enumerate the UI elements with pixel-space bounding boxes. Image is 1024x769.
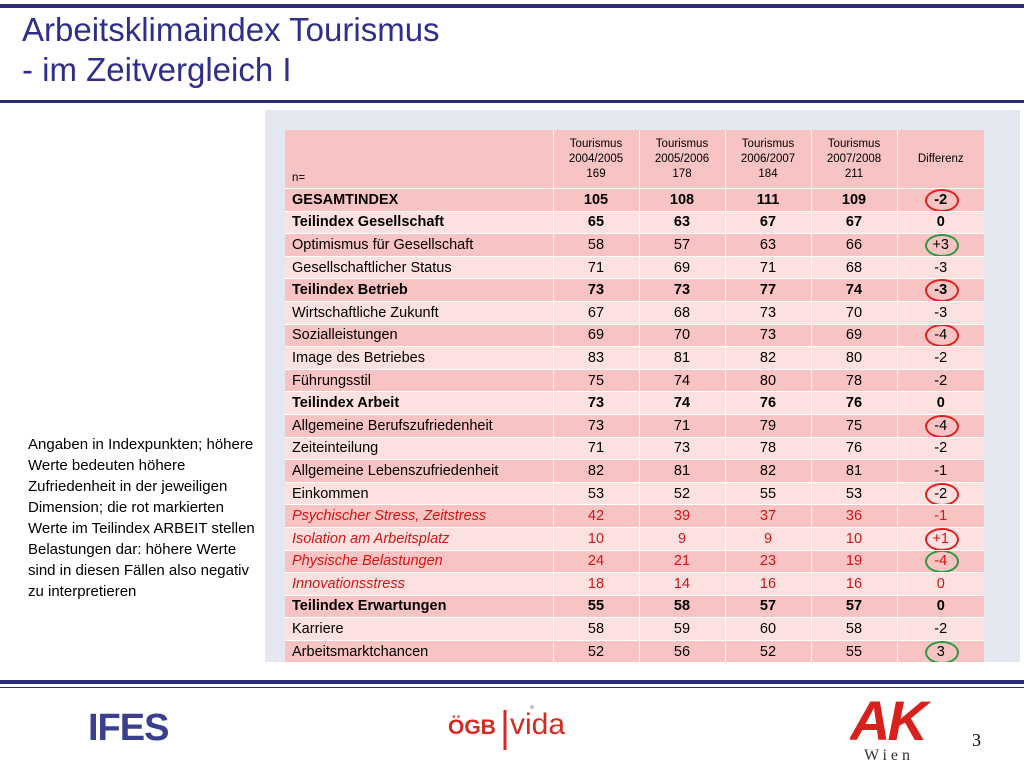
value-cell: 70 xyxy=(811,301,897,324)
diff-value: -2 xyxy=(934,485,948,502)
diff-value: -1 xyxy=(934,508,948,525)
column-header-n: 211 xyxy=(844,167,864,180)
row-label: Image des Betriebes xyxy=(285,347,553,370)
diff-cell xyxy=(897,505,984,528)
value-cell: 56 xyxy=(639,640,725,663)
column-header-line2: 2007/2008 xyxy=(826,152,882,165)
column-header-n: 169 xyxy=(586,167,606,180)
value-cell: 108 xyxy=(639,189,725,212)
row-label: GESAMTINDEX xyxy=(285,189,553,212)
value-cell: 73 xyxy=(553,414,639,437)
value-cell: 69 xyxy=(811,324,897,347)
diff-value: -4 xyxy=(934,417,948,434)
row-label: Karriere xyxy=(285,618,553,641)
svg-text:vida: vida xyxy=(510,708,566,741)
diff-cell xyxy=(897,324,984,347)
table-row xyxy=(285,550,984,573)
value-cell: 9 xyxy=(725,527,811,550)
value-cell: 70 xyxy=(639,324,725,347)
table-row xyxy=(285,437,984,460)
value-cell: 10 xyxy=(553,527,639,550)
value-cell: 65 xyxy=(553,211,639,234)
value-cell: 111 xyxy=(725,189,811,212)
value-cell: 67 xyxy=(725,211,811,234)
top-rule-thin xyxy=(0,100,1024,103)
value-cell: 39 xyxy=(639,505,725,528)
value-cell: 63 xyxy=(725,234,811,257)
table-row xyxy=(285,414,984,437)
diff-value: 0 xyxy=(936,575,945,592)
value-cell: 81 xyxy=(639,347,725,370)
title-line-2: - im Zeitvergleich I xyxy=(22,51,292,88)
value-cell: 52 xyxy=(639,482,725,505)
diff-value: -2 xyxy=(934,191,948,208)
table-row xyxy=(285,595,984,618)
table-row xyxy=(285,369,984,392)
column-header-line1: Tourismus xyxy=(827,137,881,150)
value-cell: 69 xyxy=(639,256,725,279)
row-label: Arbeitsmarktchancen xyxy=(285,640,553,663)
table-row xyxy=(285,640,984,663)
table-row xyxy=(285,392,984,415)
value-cell: 73 xyxy=(553,279,639,302)
column-header-n: 184 xyxy=(758,167,778,180)
table-row xyxy=(285,618,984,641)
value-cell: 58 xyxy=(811,618,897,641)
diff-cell xyxy=(897,437,984,460)
table-row xyxy=(285,211,984,234)
diff-value: -3 xyxy=(934,304,948,321)
column-header-line2: 2004/2005 xyxy=(568,152,624,165)
row-label: Isolation am Arbeitsplatz xyxy=(285,527,553,550)
row-label: Wirtschaftliche Zukunft xyxy=(285,301,553,324)
slide-title xyxy=(22,10,440,90)
svg-text:Wien: Wien xyxy=(864,747,915,764)
diff-cell xyxy=(897,392,984,415)
row-label: Psychischer Stress, Zeitstress xyxy=(285,505,553,528)
value-cell: 58 xyxy=(639,595,725,618)
diff-cell xyxy=(897,527,984,550)
value-cell: 83 xyxy=(553,347,639,370)
value-cell: 78 xyxy=(725,437,811,460)
value-cell: 76 xyxy=(811,437,897,460)
diff-cell xyxy=(897,595,984,618)
value-cell: 57 xyxy=(811,595,897,618)
diff-value: 0 xyxy=(936,598,945,615)
column-header xyxy=(811,130,897,189)
table-row xyxy=(285,189,984,212)
explanation-note: Angaben in Indexpunkten; höhere Werte bedeuten höhere Zufriedenheit in der jeweiligen Dimension; die rot markierten Werte im Teilindex ARBEIT stellen Belastungen dar: höhere Werte sind in diesen Fällen also negativ zu interpretieren xyxy=(28,436,255,600)
value-cell: 74 xyxy=(639,369,725,392)
diff-cell xyxy=(897,211,984,234)
value-cell: 24 xyxy=(553,550,639,573)
diff-value: -4 xyxy=(934,327,948,344)
n-label: n= xyxy=(285,130,553,189)
diff-value: +1 xyxy=(932,530,950,547)
value-cell: 73 xyxy=(553,392,639,415)
value-cell: 42 xyxy=(553,505,639,528)
diff-value: -2 xyxy=(934,621,948,638)
row-label: Gesellschaftlicher Status xyxy=(285,256,553,279)
value-cell: 75 xyxy=(553,369,639,392)
table-header-row xyxy=(285,130,984,189)
row-label: Allgemeine Berufszufriedenheit xyxy=(285,414,553,437)
value-cell: 57 xyxy=(725,595,811,618)
value-cell: 71 xyxy=(553,256,639,279)
diff-cell xyxy=(897,550,984,573)
value-cell: 53 xyxy=(553,482,639,505)
value-cell: 52 xyxy=(725,640,811,663)
value-cell: 68 xyxy=(639,301,725,324)
row-label: Teilindex Arbeit xyxy=(285,392,553,415)
value-cell: 19 xyxy=(811,550,897,573)
title-line-1: Arbeitsklimaindex Tourismus xyxy=(22,11,440,48)
diff-value: -1 xyxy=(934,462,948,479)
column-header-line1: Tourismus xyxy=(655,137,709,150)
row-label: Einkommen xyxy=(285,482,553,505)
svg-text:IFES: IFES xyxy=(88,707,169,744)
table-row xyxy=(285,505,984,528)
row-label: Physische Belastungen xyxy=(285,550,553,573)
table-row xyxy=(285,324,984,347)
value-cell: 82 xyxy=(725,460,811,483)
value-cell: 53 xyxy=(811,482,897,505)
value-cell: 16 xyxy=(725,573,811,596)
row-label: Optimismus für Gesellschaft xyxy=(285,234,553,257)
table-row xyxy=(285,347,984,370)
value-cell: 80 xyxy=(725,369,811,392)
svg-text:AK: AK xyxy=(850,690,925,752)
svg-text:ÖGB: ÖGB xyxy=(448,716,496,739)
value-cell: 67 xyxy=(553,301,639,324)
value-cell: 55 xyxy=(725,482,811,505)
value-cell: 77 xyxy=(725,279,811,302)
value-cell: 81 xyxy=(639,460,725,483)
column-header-line2: 2005/2006 xyxy=(654,152,710,165)
value-cell: 76 xyxy=(811,392,897,415)
diff-cell xyxy=(897,347,984,370)
column-header-line2: 2006/2007 xyxy=(740,152,796,165)
diff-value: -3 xyxy=(934,259,948,276)
row-label: Sozialleistungen xyxy=(285,324,553,347)
value-cell: 109 xyxy=(811,189,897,212)
value-cell: 71 xyxy=(553,437,639,460)
value-cell: 74 xyxy=(811,279,897,302)
value-cell: 59 xyxy=(639,618,725,641)
diff-cell xyxy=(897,189,984,212)
value-cell: 105 xyxy=(553,189,639,212)
table-row xyxy=(285,256,984,279)
row-label: Innovationsstress xyxy=(285,573,553,596)
row-label: Zeiteinteilung xyxy=(285,437,553,460)
value-cell: 23 xyxy=(725,550,811,573)
column-header-line1: Tourismus xyxy=(741,137,795,150)
column-header xyxy=(553,130,639,189)
value-cell: 76 xyxy=(725,392,811,415)
diff-cell xyxy=(897,256,984,279)
ogb-vida-logo xyxy=(446,700,576,754)
diff-value: 3 xyxy=(936,643,945,660)
value-cell: 82 xyxy=(725,347,811,370)
value-cell: 10 xyxy=(811,527,897,550)
value-cell: 75 xyxy=(811,414,897,437)
value-cell: 79 xyxy=(725,414,811,437)
footer-rule-thick xyxy=(0,680,1024,684)
table-row xyxy=(285,301,984,324)
value-cell: 21 xyxy=(639,550,725,573)
value-cell: 60 xyxy=(725,618,811,641)
column-header xyxy=(639,130,725,189)
row-label: Teilindex Gesellschaft xyxy=(285,211,553,234)
table-row xyxy=(285,279,984,302)
value-cell: 82 xyxy=(553,460,639,483)
column-header-line1: Tourismus xyxy=(569,137,623,150)
value-cell: 69 xyxy=(553,324,639,347)
diff-value: -2 xyxy=(934,349,948,366)
value-cell: 58 xyxy=(553,618,639,641)
value-cell: 66 xyxy=(811,234,897,257)
row-label: Teilindex Erwartungen xyxy=(285,595,553,618)
diff-cell xyxy=(897,460,984,483)
value-cell: 18 xyxy=(553,573,639,596)
diff-cell xyxy=(897,279,984,302)
value-cell: 67 xyxy=(811,211,897,234)
value-cell: 81 xyxy=(811,460,897,483)
column-header xyxy=(725,130,811,189)
table-row xyxy=(285,234,984,257)
top-rule-thick xyxy=(0,4,1024,8)
table-row xyxy=(285,573,984,596)
diff-value: -2 xyxy=(934,440,948,457)
row-label: Allgemeine Lebenszufriedenheit xyxy=(285,460,553,483)
diff-value: -2 xyxy=(934,372,948,389)
value-cell: 37 xyxy=(725,505,811,528)
value-cell: 73 xyxy=(639,437,725,460)
value-cell: 68 xyxy=(811,256,897,279)
diff-value: -4 xyxy=(934,553,948,570)
row-label: Teilindex Betrieb xyxy=(285,279,553,302)
footer-rule-thin xyxy=(0,687,1024,688)
diff-cell xyxy=(897,414,984,437)
table-row xyxy=(285,482,984,505)
diff-value: +3 xyxy=(932,236,950,253)
value-cell: 73 xyxy=(725,301,811,324)
table-row xyxy=(285,527,984,550)
diff-value: 0 xyxy=(936,395,945,412)
value-cell: 57 xyxy=(639,234,725,257)
value-cell: 36 xyxy=(811,505,897,528)
value-cell: 71 xyxy=(639,414,725,437)
diff-cell xyxy=(897,640,984,663)
value-cell: 16 xyxy=(811,573,897,596)
value-cell: 9 xyxy=(639,527,725,550)
value-cell: 55 xyxy=(811,640,897,663)
value-cell: 52 xyxy=(553,640,639,663)
diff-cell xyxy=(897,573,984,596)
ak-wien-logo xyxy=(850,690,940,764)
column-header-n: 178 xyxy=(672,167,692,180)
value-cell: 74 xyxy=(639,392,725,415)
diff-cell xyxy=(897,369,984,392)
value-cell: 71 xyxy=(725,256,811,279)
page-number: 3 xyxy=(972,730,981,750)
diff-header: Differenz xyxy=(897,130,984,189)
index-table xyxy=(285,130,984,663)
value-cell: 80 xyxy=(811,347,897,370)
diff-cell xyxy=(897,482,984,505)
value-cell: 58 xyxy=(553,234,639,257)
index-table-body xyxy=(285,130,984,663)
value-cell: 55 xyxy=(553,595,639,618)
ifes-logo xyxy=(88,706,174,744)
diff-value: -3 xyxy=(934,282,948,299)
value-cell: 73 xyxy=(725,324,811,347)
value-cell: 63 xyxy=(639,211,725,234)
value-cell: 73 xyxy=(639,279,725,302)
diff-value: 0 xyxy=(936,214,945,231)
diff-cell xyxy=(897,301,984,324)
diff-cell xyxy=(897,618,984,641)
row-label: Führungsstil xyxy=(285,369,553,392)
value-cell: 78 xyxy=(811,369,897,392)
table-row xyxy=(285,460,984,483)
diff-cell xyxy=(897,234,984,257)
value-cell: 14 xyxy=(639,573,725,596)
